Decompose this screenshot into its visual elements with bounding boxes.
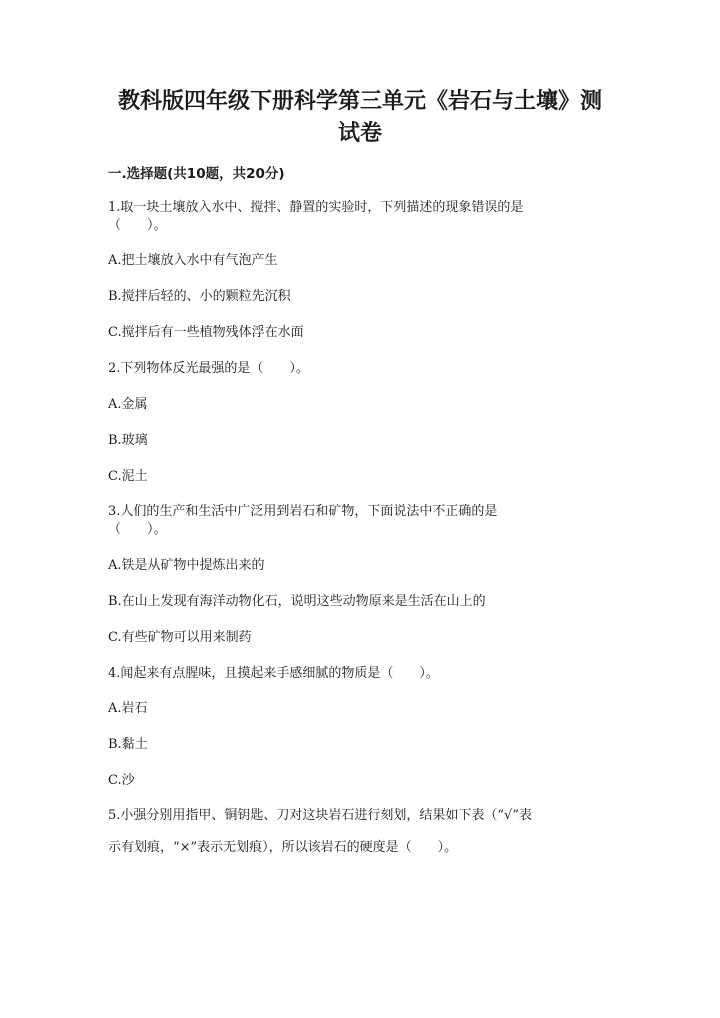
question-3-option-c: C.有些矿物可以用来制药 <box>108 630 252 645</box>
question-4-option-b: B.黏土 <box>108 737 148 752</box>
question-5-stem-line-1: 5.小强分别用指甲、铜钥匙、刀对这块岩石进行刻划，结果如下表（“√”表 <box>108 808 532 823</box>
question-1-option-b: B.搅拌后轻的、小的颗粒先沉积 <box>108 289 291 304</box>
question-2-option-b: B.玻璃 <box>108 433 148 448</box>
question-4-stem: 4.闻起来有点腥味，且摸起来手感细腻的物质是（ ）。 <box>108 666 439 681</box>
question-5-stem-line-2: 示有划痕，“×”表示无划痕），所以该岩石的硬度是（ ）。 <box>108 840 458 855</box>
question-1-stem-line-1: 1.取一块土壤放入水中、搅拌、静置的实验时，下列描述的现象错误的是 <box>108 200 524 215</box>
question-3-option-a: A.铁是从矿物中提炼出来的 <box>108 558 265 573</box>
section-heading: 一.选择题(共10题，共20分) <box>108 166 285 182</box>
question-4-option-c: C.沙 <box>108 773 135 788</box>
question-4-option-a: A.岩石 <box>108 701 148 716</box>
exam-title <box>110 86 610 150</box>
question-1-option-c: C.搅拌后有一些植物残体浮在水面 <box>108 325 304 340</box>
question-1-stem-line-2: （ ）。 <box>108 218 167 233</box>
question-3-stem-line-2: （ ）。 <box>108 522 167 537</box>
question-2-option-a: A.金属 <box>108 397 148 412</box>
question-3-option-b: B.在山上发现有海洋动物化石，说明这些动物原来是生活在山上的 <box>108 594 486 609</box>
question-2-option-c: C.泥土 <box>108 469 148 484</box>
title-line-2: 试卷 <box>337 121 382 146</box>
question-2-stem: 2.下列物体反光最强的是（ ）。 <box>108 361 309 376</box>
question-1-option-a: A.把土壤放入水中有气泡产生 <box>108 253 278 268</box>
question-3-stem-line-1: 3.人们的生产和生活中广泛用到岩石和矿物，下面说法中不正确的是 <box>108 504 498 519</box>
title-line-1: 教科版四年级下册科学第三单元《岩石与土壤》测 <box>117 89 602 114</box>
